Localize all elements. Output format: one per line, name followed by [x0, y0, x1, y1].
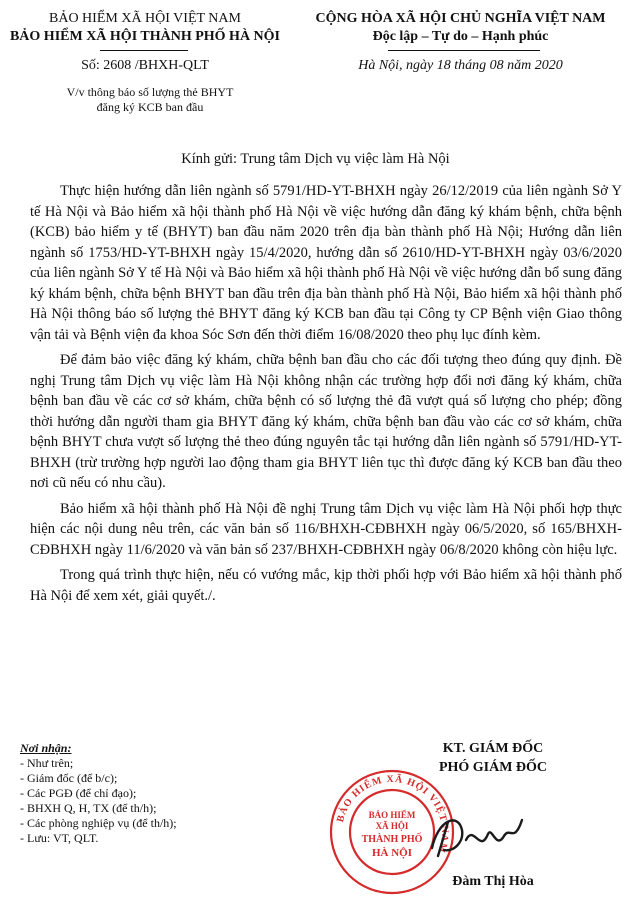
letter-body — [30, 181, 622, 611]
body-paragraph: Thực hiện hướng dẫn liên ngành số 5791/HD-YT-BHXH ngày 26/12/2019 của liên ngành Sở Y tế Hà Nội và Bảo hiểm xã hội thành phố Hà Nội về việc hướng dẫn đăng ký khám bệnh, chữa bệnh (KCB) bảo hiểm y tế (BHYT) ban đầu năm 2020 trên địa bàn thành phố Hà Nội; Hướng dẫn liên ngành số 1753/HD-YT-BHXH ngày 15/4/2020, hướng dẫn số 2610/HD-YT-BHXH ngày 03/6/2020 của liên ngành Sở Y tế Hà Nội và Bảo hiểm xã hội thành phố Hà Nội về việc hướng dẫn bổ sung đăng ký khám bệnh, chữa bệnh BHYT ban đầu trên địa bàn thành phố Hà Nội, Bảo hiểm xã hội thành phố Hà Nội thông báo số lượng thẻ BHYT đăng ký KCB ban đầu tại Công ty CP Bệnh viện Giao thông vận tải và Bệnh viện đa khoa Sóc Sơn đến thời điểm 16/08/2020 theo phụ lục đính kèm. — [30, 183, 622, 343]
body-paragraph: Bảo hiểm xã hội thành phố Hà Nội đề nghị Trung tâm Dịch vụ việc làm Hà Nội phối hợp thực hiện các nội dung nêu trên, các văn bản số 116/BHXH-CĐBHXH ngày 06/5/2020, số 165/BHXH-CĐBHXH ngày 11/6/2020 và văn bản số 237/BHXH-CĐBHXH ngày 06/8/2020 không còn hiệu lực. — [30, 500, 622, 558]
recipient-item: - Các phòng nghiệp vụ (để th/h); — [20, 816, 177, 830]
header-divider-right — [388, 50, 540, 51]
handwritten-signature — [418, 800, 528, 866]
stamp-center-text: HÀ NỘI — [371, 847, 413, 859]
document-subject — [0, 85, 300, 115]
recipient-item: - Như trên; — [20, 756, 74, 770]
signer-title: KT. GIÁM ĐỐC — [442, 741, 544, 756]
salutation: Kính gửi: Trung tâm Dịch vụ việc làm Hà Nội — [181, 151, 450, 167]
parent-agency: BẢO HIỂM XÃ HỘI VIỆT NAM — [49, 11, 241, 26]
signer-position: PHÓ GIÁM ĐỐC — [438, 760, 548, 775]
agency-header — [0, 10, 290, 46]
stamp-center-text: XÃ HỘI — [375, 821, 409, 831]
subject-line: V/v thông báo số lượng thẻ BHYT — [66, 85, 234, 99]
stamp-center-text: BẢO HIỂM — [368, 810, 416, 820]
recipients-block — [20, 741, 300, 846]
subject-line: đăng ký KCB ban đầu — [96, 100, 204, 114]
issuing-agency: BẢO HIỂM XÃ HỘI THÀNH PHỐ HÀ NỘI — [9, 29, 281, 44]
header-divider-left — [100, 50, 188, 51]
recipient-item: - Các PGĐ (để chỉ đạo); — [20, 786, 137, 800]
country-name: CỘNG HÒA XÃ HỘI CHỦ NGHĨA VIỆT NAM — [315, 11, 606, 26]
recipient-item: - Lưu: VT, QLT. — [20, 831, 99, 845]
document-number: Số: 2608 /BHXH-QLT — [81, 58, 209, 73]
body-paragraph: Trong quá trình thực hiện, nếu có vướng mắc, kịp thời phối hợp với Bảo hiểm xã hội thành phố Hà Nội để xem xét, giải quyết./. — [30, 567, 622, 604]
issue-date: Hà Nội, ngày 18 tháng 08 năm 2020 — [358, 58, 563, 73]
recipient-item: - BHXH Q, H, TX (để th/h); — [20, 801, 157, 815]
national-motto: Độc lập – Tự do – Hạnh phúc — [372, 29, 549, 44]
stamp-center-text: THÀNH PHỐ — [361, 834, 423, 845]
body-paragraph: Để đảm bảo việc đăng ký khám, chữa bệnh ban đầu cho các đối tượng theo đúng quy định. Đề nghị Trung tâm Dịch vụ việc làm Hà Nội không nhận các trường hợp đổi nơi đăng ký khám, chữa bệnh ban đầu về các cơ sở khám, chữa bệnh có số lượng thẻ đã vượt quá số lượng cho phép; đồng thời hướng dẫn người tham gia BHYT đăng ký khám, chữa bệnh ban đầu vào các cơ sở khám, chữa bệnh BHYT chưa vượt số lượng thẻ theo đúng nguyên tắc tại hướng dẫn liên ngành số 5791/HD-YT-BHXH (trừ trường hợp người lao động tham gia BHYT liên tục thì được đăng ký KCB ban đầu theo nơi cũ nếu có nhu cầu). — [30, 352, 622, 491]
recipient-item: - Giám đốc (để b/c); — [20, 771, 118, 785]
national-header — [290, 10, 631, 46]
stamp-ring-text: BẢO HIỂM XÃ HỘI VIỆT NAM — [335, 773, 451, 855]
recipients-title: Nơi nhận: — [20, 741, 72, 755]
signer-name: Đàm Thị Hòa — [452, 874, 534, 889]
